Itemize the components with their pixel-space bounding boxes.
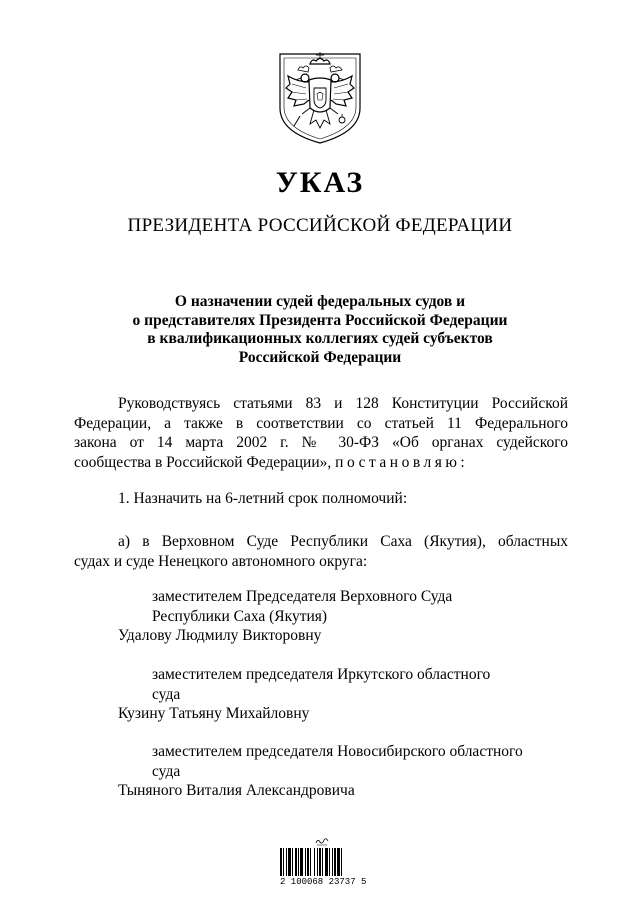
document-subtitle: ПРЕЗИДЕНТА РОССИЙСКОЙ ФЕДЕРАЦИИ [127, 215, 513, 236]
subitem-a-line: а) в Верховном Суде Республики Саха (Якутия), областных [118, 533, 568, 550]
appointment-position [152, 742, 552, 781]
decree-verb: постановляю: [335, 453, 469, 471]
subitem-a-line: судах и суде Ненецкого автономного округа: [74, 552, 368, 570]
item-1 [74, 489, 568, 509]
position-line: суда [152, 685, 181, 703]
heading-line: о представителях Президента Российской Федерации [132, 311, 508, 329]
barcode-number: 2 100068 23737 5 [280, 877, 367, 887]
position-line: заместителем председателя Новосибирского областного [152, 743, 523, 760]
position-line: суда [152, 762, 181, 780]
appointee-name: Тыняного Виталия Александровича [118, 782, 355, 799]
preamble-line-text: сообщества в Российской Федерации», [74, 453, 332, 471]
heading-line: О назначении судей федеральных судов и [174, 293, 466, 310]
appointee-name: Удалову Людмилу Викторовну [118, 627, 322, 644]
coat-of-arms-icon [276, 50, 364, 146]
handwritten-mark-icon [315, 836, 329, 846]
document-title: УКАЗ [275, 166, 365, 199]
barcode-icon [280, 848, 364, 876]
heading-line: в квалификационных коллегиях судей субъектов [147, 330, 493, 347]
appointee-name: Кузину Татьяну Михайловну [118, 705, 310, 722]
position-line: заместителем председателя Иркутского областного [152, 666, 491, 683]
document-footer [280, 836, 367, 887]
item-1-text: 1. Назначить на 6-летний срок полномочий: [118, 490, 408, 507]
preamble-paragraph [74, 394, 568, 472]
appointment-position [152, 665, 552, 704]
preamble-line: закона от 14 марта 2002 г. № 30-ФЗ «Об органах судейского [74, 434, 568, 451]
preamble-line: Руководствуясь статьями 83 и 128 Конституции Российской [118, 395, 568, 412]
preamble-line [74, 453, 568, 473]
subitem-a [74, 532, 568, 571]
heading-line: Российской Федерации [238, 348, 402, 366]
position-line: Республики Саха (Якутия) [152, 607, 328, 625]
appointment-position [152, 587, 552, 626]
position-line: заместителем Председателя Верховного Суда [152, 588, 453, 605]
preamble-line: Федерации, а также в соответствии со статьей 11 Федерального [74, 414, 568, 432]
decree-heading [100, 293, 540, 367]
